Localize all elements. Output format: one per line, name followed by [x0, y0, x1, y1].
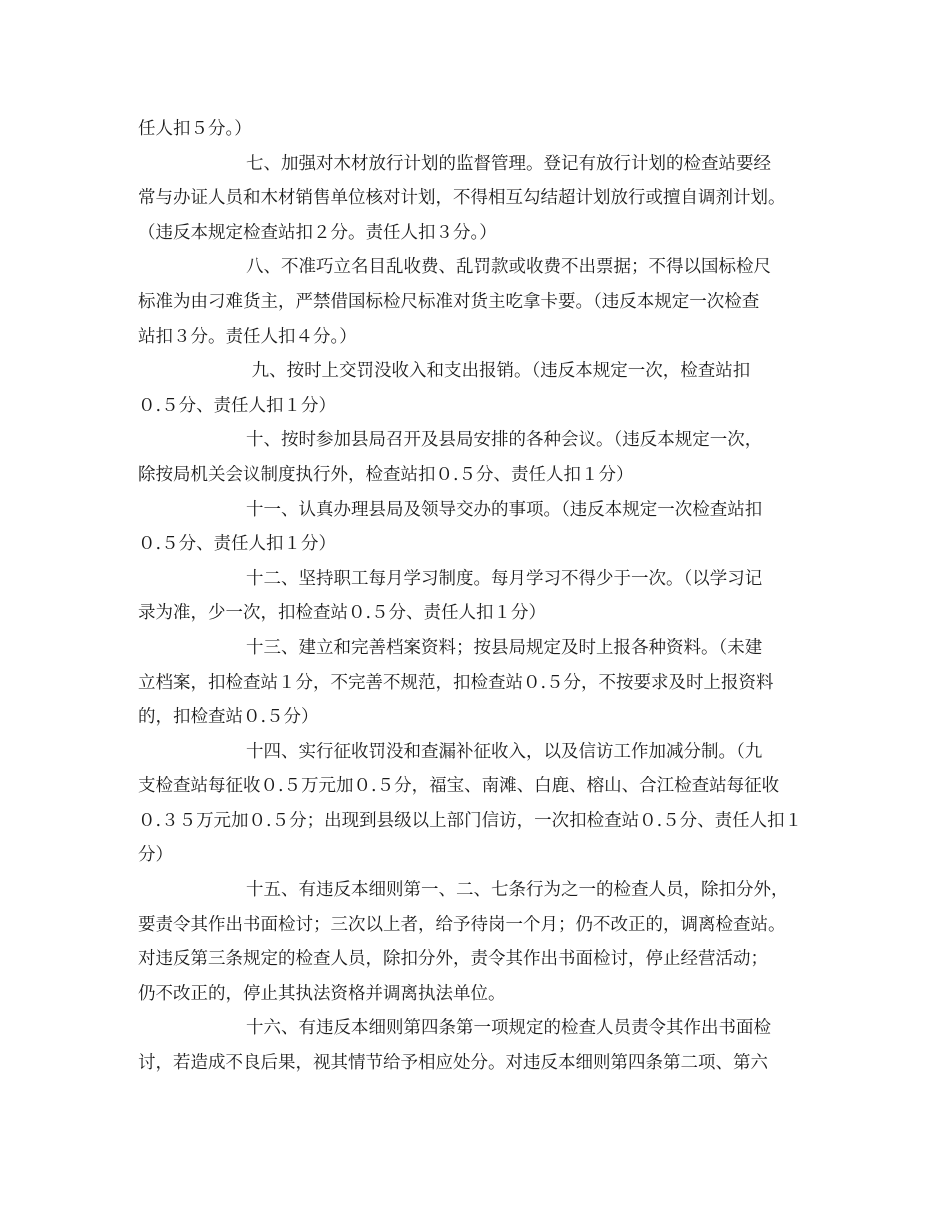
text-line: 十三、建立和完善档案资料；按县局规定及时上报各种资料。（未建 — [246, 637, 763, 658]
text-line: 除按局机关会议制度执行外，检查站扣０.５分、责任人扣１分） — [138, 464, 634, 485]
text-line: 十四、实行征收罚没和查漏补征收入，以及信访工作加减分制。（九 — [246, 741, 763, 762]
text-line: 十、按时参加县局召开及县局安排的各种会议。（违反本规定一次， — [246, 430, 763, 451]
text-line: 分） — [138, 845, 173, 866]
text-line: 标准为由刁难货主，严禁借国标检尺标准对货主吃拿卡要。（违反本规定一次检查 — [138, 291, 760, 312]
text-line: 常与办证人员和木材销售单位核对计划，不得相互勾结超计划放行或擅自调剂计划。 — [138, 188, 786, 209]
text-line: 十二、坚持职工每月学习制度。每月学习不得少于一次。（以学习记 — [246, 568, 763, 589]
text-line: （违反本规定检查站扣２分。责任人扣３分。） — [138, 222, 497, 243]
text-line: 录为准，少一次，扣检查站０.５分、责任人扣１分） — [138, 603, 547, 624]
text-line: 立档案，扣检查站１分，不完善不规范，扣检查站０.５分，不按要求及时上报资料 — [138, 672, 774, 693]
text-line: 支检查站每征收０.５万元加０.５分，福宝、南滩、白鹿、榕山、合江检查站每征收 — [138, 776, 780, 797]
text-line: 仍不改正的，停止其执法资格并调离执法单位。 — [138, 983, 506, 1004]
text-line: 站扣３分。责任人扣４分。） — [138, 326, 357, 347]
text-line: 的，扣检查站０.５分） — [138, 707, 319, 728]
text-line: 七、加强对木材放行计划的监督管理。登记有放行计划的检查站要经 — [246, 153, 771, 174]
text-line: 十一、认真办理县局及领导交办的事项。（违反本规定一次检查站扣 — [246, 499, 763, 520]
text-line: 八、不准巧立名目乱收费、乱罚款或收费不出票据；不得以国标检尺 — [246, 257, 771, 278]
text-line: ０.３５万元加０.５分；出现到县级以上部门信访，一次扣检查站０.５分、责任人扣１ — [138, 810, 803, 831]
text-line: 十六、有违反本细则第四条第一项规定的检查人员责令其作出书面检 — [246, 1018, 771, 1039]
text-line: 十五、有违反本细则第一、二、七条行为之一的检查人员，除扣分外， — [246, 880, 789, 901]
document-body — [138, 112, 828, 1081]
text-line: 九、按时上交罚没收入和支出报销。（违反本规定一次，检查站扣 — [246, 361, 751, 382]
text-line: 讨，若造成不良后果，视其情节给予相应处分。对违反本细则第四条第二项、第六 — [138, 1053, 768, 1074]
text-line: 要责令其作出书面检讨；三次以上者，给予待岗一个月；仍不改正的，调离检查站。 — [138, 914, 786, 935]
text-line: ０.５分、责任人扣１分） — [138, 395, 337, 416]
text-line: 对违反第三条规定的检查人员，除扣分外，责令其作出书面检讨，停止经营活动； — [138, 949, 768, 970]
text-line: ０.５分、责任人扣１分） — [138, 534, 337, 555]
text-line: 任人扣５分。） — [138, 119, 252, 139]
